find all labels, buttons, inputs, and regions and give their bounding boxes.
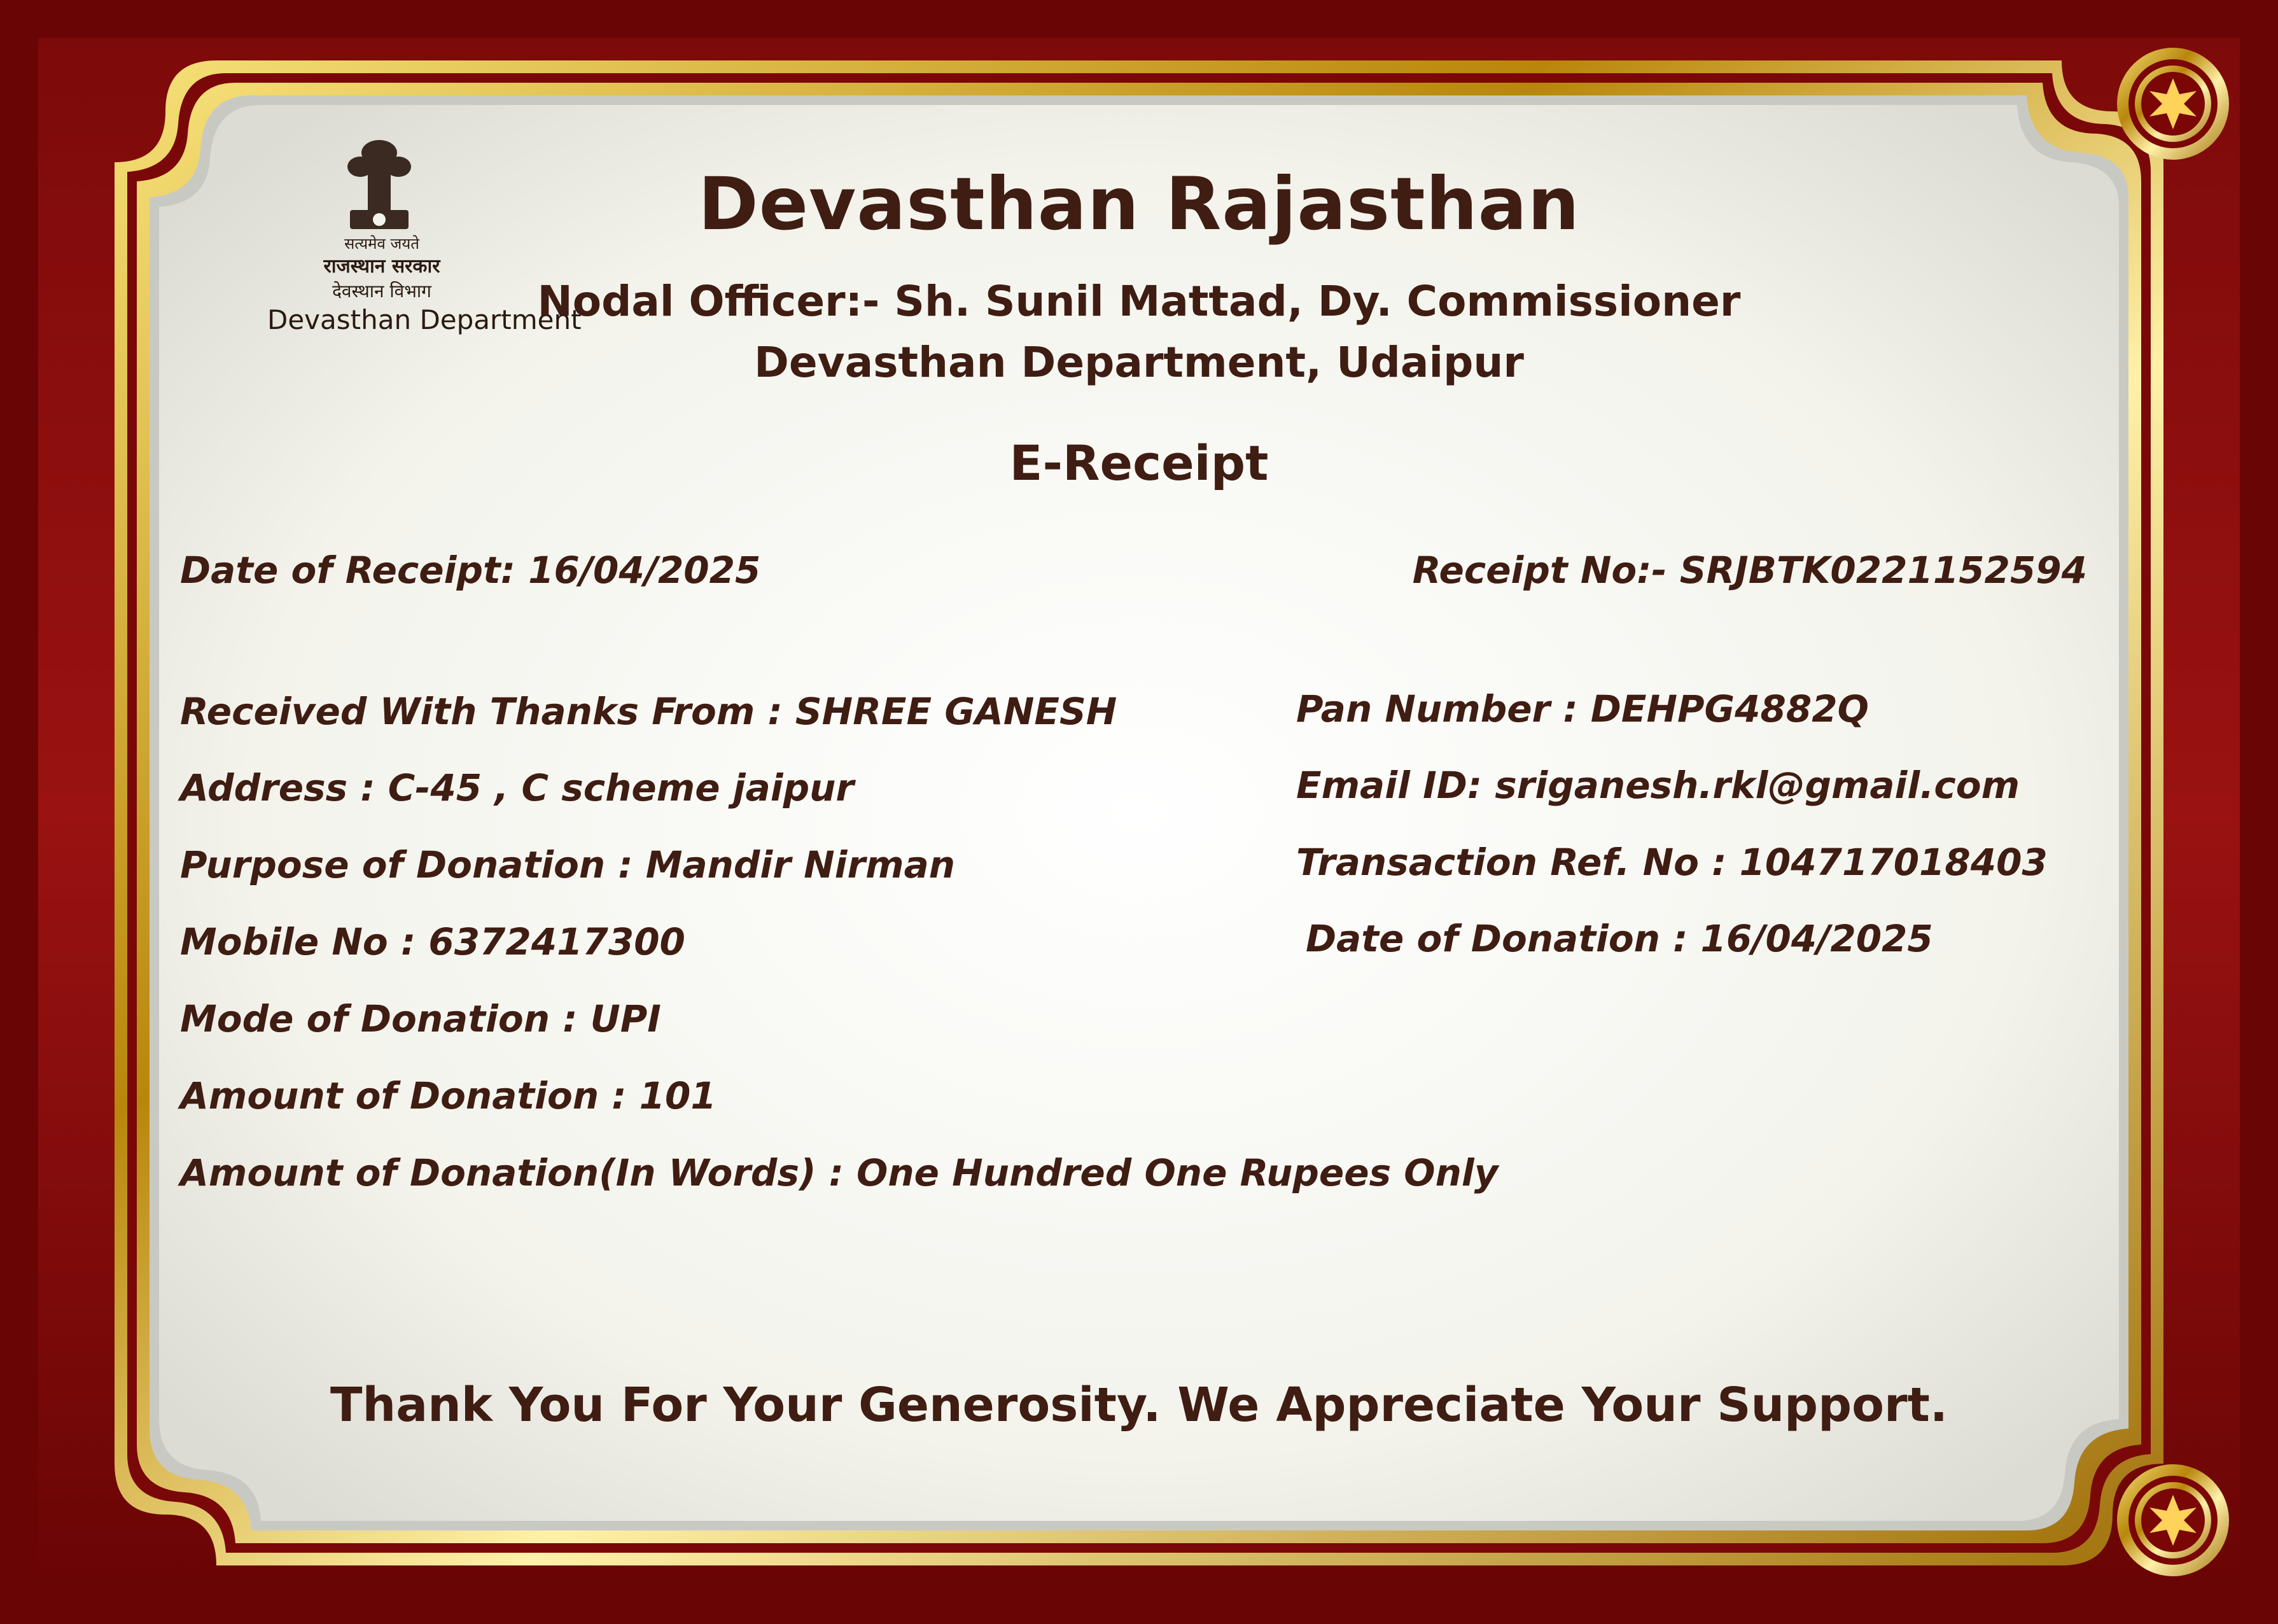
pan-number: Pan Number : DEHPG4882Q [1296,687,1869,731]
received-from: Received With Thanks From : SHREE GANESH [180,690,1117,733]
donation-mode: Mode of Donation : UPI [180,997,661,1040]
nodal-officer: Nodal Officer:- Sh. Sunil Mattad, Dy. Commissioner [537,277,1741,326]
corner-medallion-icon [2117,48,2229,160]
corner-medallion-icon [2117,1464,2229,1576]
receipt-number: Receipt No:- SRJBTK0221152594 [1412,549,2087,592]
emblem-dept-hindi: देवस्थान विभाग [332,281,431,302]
donation-amount: Amount of Donation : 101 [180,1074,716,1117]
receipt-date: Date of Receipt: 16/04/2025 [180,549,761,592]
donation-date: Date of Donation : 16/04/2025 [1306,917,1933,960]
donation-purpose: Purpose of Donation : Mandir Nirman [180,843,955,886]
emblem-motto: सत्यमेव जयते [344,235,419,253]
office-address: Devasthan Department, Udaipur [754,338,1524,387]
emblem-government: राजस्थान सरकार [323,255,440,277]
donor-address: Address : C-45 , C scheme jaipur [180,766,855,809]
email-id: Email ID: sriganesh.rkl@gmail.com [1296,764,2020,807]
donation-amount-words: Amount of Donation(In Words) : One Hundred One Rupees Only [180,1151,1499,1194]
emblem-dept-english: Devasthan Department [267,304,582,335]
transaction-ref: Transaction Ref. No : 104717018403 [1296,841,2048,884]
page-title: Devasthan Rajasthan [698,162,1580,246]
thank-you-message: Thank You For Your Generosity. We Appreciate Your Support. [330,1378,1948,1432]
document-type: E-Receipt [1009,435,1269,491]
mobile-number: Mobile No : 6372417300 [180,920,685,963]
